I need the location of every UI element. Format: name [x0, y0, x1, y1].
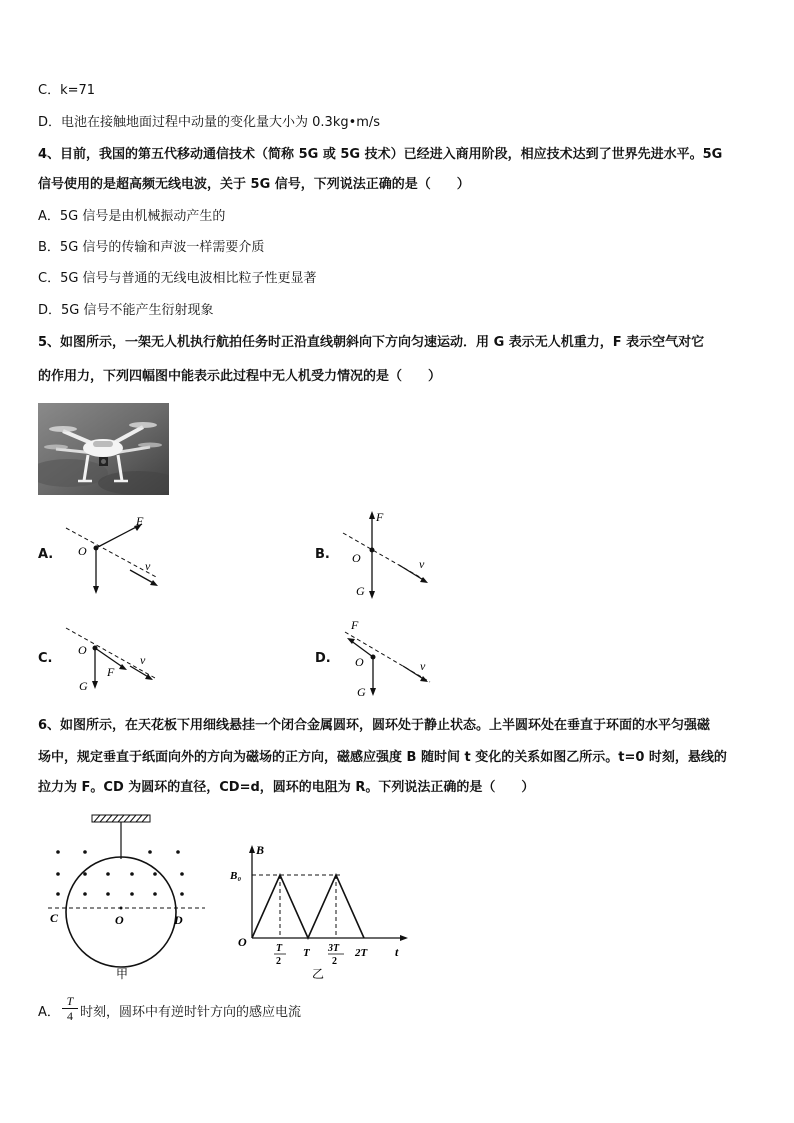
caption-jia: 甲: [116, 967, 129, 981]
label-g: G: [356, 584, 365, 598]
label-o: O: [78, 643, 87, 657]
q4-option-a: A．5G 信号是由机械振动产生的: [38, 209, 226, 224]
force-diagram-c: [60, 620, 170, 695]
tick-t: T: [303, 947, 310, 959]
force-diagram-d: [335, 612, 445, 702]
tick-2t: 2T: [355, 947, 368, 959]
q6-option-a-prefix: A．: [38, 1005, 60, 1020]
label-origin: O: [238, 935, 247, 949]
label-f: F: [136, 514, 144, 528]
label-v: v: [419, 557, 425, 571]
q3-option-c: C．k=71: [38, 83, 96, 98]
figure-yi-graph: [228, 840, 413, 980]
label-f: F: [351, 618, 359, 632]
q4-stem-line2: 信号使用的是超高频无线电波，关于 5G 信号，下列说法正确的是（ ）: [38, 177, 470, 192]
label-o: O: [115, 913, 124, 927]
q5-stem-line2: 的作用力，下列四幅图中能表示此过程中无人机受力情况的是（ ）: [38, 369, 442, 384]
q3-option-d: D．电池在接触地面过程中动量的变化量大小为 0.3kg•m/s: [38, 115, 381, 130]
caption-yi: 乙: [312, 967, 325, 980]
tick-3t-half-num: 3T: [328, 943, 340, 954]
q4-stem-line1: 4、目前，我国的第五代移动通信技术（简称 5G 或 5G 技术）已经进入商用阶段，相应技术达到了世界先进水平。5G: [38, 147, 723, 162]
force-diagram-b: [335, 505, 445, 605]
fraction-numerator: T: [66, 994, 74, 1008]
label-f: F: [107, 665, 115, 679]
q6-option-a-fraction: [62, 994, 78, 1023]
tick-t-half-den: 2: [276, 956, 281, 967]
figure-jia-ring: [40, 812, 215, 982]
drone-photo: [38, 403, 169, 495]
q5-option-b-label: B.: [315, 547, 330, 562]
label-b0: B₀: [230, 870, 242, 882]
label-v: v: [140, 653, 146, 667]
q5-stem-line1: 5、如图所示，一架无人机执行航拍任务时正沿直线朝斜向下方向匀速运动．用 G 表示无人机重力，F 表示空气对它: [38, 335, 705, 350]
label-f: F: [376, 510, 384, 524]
q4-option-c: C．5G 信号与普通的无线电波相比粒子性更显著: [38, 271, 317, 286]
label-v: v: [420, 659, 426, 673]
tick-t-half-num: T: [276, 943, 283, 954]
q5-option-c-label: C.: [38, 651, 53, 666]
q4-option-d: D．5G 信号不能产生衍射现象: [38, 303, 214, 318]
label-o: O: [352, 551, 361, 565]
label-v: v: [145, 559, 151, 573]
q5-option-d-label: D.: [315, 651, 331, 666]
label-o: O: [355, 655, 364, 669]
q5-option-a-label: A.: [38, 547, 54, 562]
label-g: G: [79, 679, 88, 693]
q6-stem-line2: 场中，规定垂直于纸面向外的方向为磁场的正方向，磁感应强度 B 随时间 t 变化的关系如图乙所示。t=0 时刻，悬线的: [38, 750, 727, 765]
force-diagram-a: [60, 508, 170, 603]
label-g: G: [357, 685, 366, 699]
q6-stem-line3: 拉力为 F。CD 为圆环的直径，CD=d，圆环的电阻为 R。下列说法正确的是（ ）: [38, 780, 535, 795]
axis-t: t: [395, 945, 399, 959]
q6-stem-line1: 6、如图所示，在天花板下用细线悬挂一个闭合金属圆环，圆环处于静止状态。上半圆环处在垂直于环面的水平匀强磁: [38, 718, 711, 733]
label-d: D: [174, 913, 183, 927]
fraction-denominator: 4: [62, 1008, 78, 1023]
label-o: O: [78, 544, 87, 558]
q6-option-a-text: 时刻，圆环中有逆时针方向的感应电流: [80, 1005, 302, 1020]
q4-option-b: B．5G 信号的传输和声波一样需要介质: [38, 240, 265, 255]
label-c: C: [50, 911, 59, 925]
axis-b: B: [256, 843, 265, 857]
tick-3t-half-den: 2: [332, 956, 337, 967]
